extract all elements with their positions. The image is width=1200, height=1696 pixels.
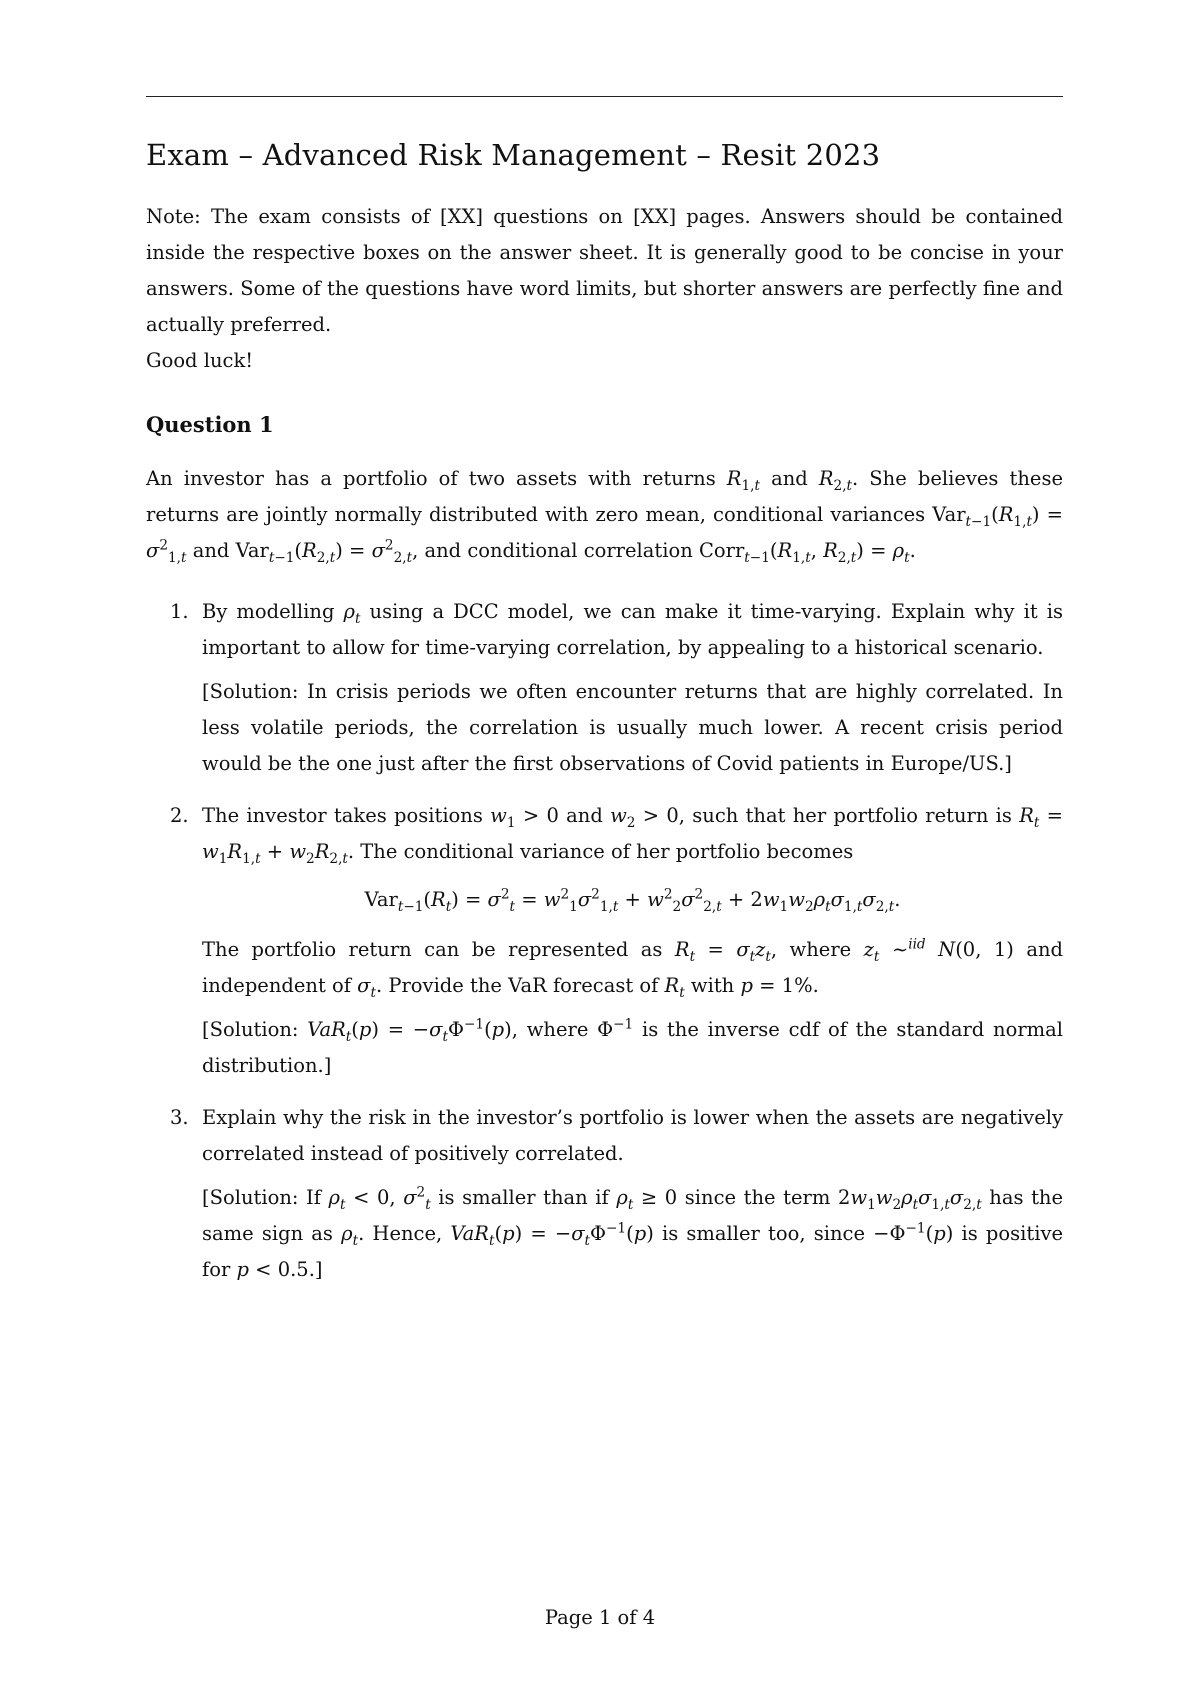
- sub-question-1: [146, 594, 1063, 782]
- sub-question-3: [146, 1100, 1063, 1288]
- sub-question-2: [146, 798, 1063, 1084]
- item-solution: [Solution: If $\rho_t < 0$, $\sigma^2_t$ is smaller than if $\rho_t \ge 0$ since the term $2w_1w_2\rho_t\sigma_{1,t}\sigma_{2,t}$ has the same sign as $\rho_t$. Hence, $VaR_t(p) = -\sigma_t\Phi^{-1}(p)$ is smaller too, since $-\Phi^{-1}(p)$ is positive for p < 0.5.]: [202, 1184, 1064, 1281]
- variance-equation: $Var_{t-1}(R_t) = \sigma^2_t = w^2_1\sigma^2_{1,t} + w^2_2\sigma^2_{2,t} + 2w_1w_2\rho_t\sigma_{1,t}\sigma_{2,t}$.: [364, 886, 901, 915]
- item-text: By modelling $\rho_t$ using a DCC model, we can make it time-varying. Explain why it is important to allow for time-varying correlation, by appealing to a historical scenario.: [202, 600, 1064, 659]
- top-rule: [146, 96, 1063, 97]
- item-text-continued: The portfolio return can be represented as $R_t = \sigma_tz_t$, where $z_t$ ∼$^{iid}$ N(0, 1) and independent of $\sigma_t$. Provide the VaR forecast of $R_t$ with p = 1%.: [202, 936, 1063, 1001]
- item-number: 1.: [170, 600, 189, 623]
- note-good-luck: Good luck!: [146, 349, 254, 372]
- sub-question-list: [146, 594, 1063, 1304]
- item-solution: [Solution: In crisis periods we often encounter returns that are highly correlated. In less volatile periods, the correlation is usually much lower. A recent crisis period would be the one just after the first observations of Covid patients in Europe/US.]: [202, 680, 1063, 775]
- item-number: 3.: [170, 1106, 189, 1129]
- item-text: The investor takes positions $w_1 > 0$ and $w_2 > 0$, such that her portfolio return is $R_t = w_1R_{1,t} + w_2R_{2,t}$. The conditional variance of her portfolio becomes: [202, 804, 1063, 867]
- exam-note: [146, 199, 1063, 379]
- item-solution: [Solution: $VaR_t(p) = -\sigma_t\Phi^{-1}(p)$, where $\Phi^{-1}$ is the inverse cdf of the standard normal distribution.]: [202, 1016, 1063, 1077]
- note-paragraph: Note: The exam consists of [XX] questions on [XX] pages. Answers should be contained inside the respective boxes on the answer sheet. It is generally good to be concise in your answers. Some of the questions have word limits, but shorter answers are perfectly fine and actually preferred.: [146, 205, 1063, 336]
- page-title: Exam – Advanced Risk Management – Resit 2023: [146, 138, 881, 172]
- question-intro: An investor has a portfolio of two assets with returns $R_{1,t}$ and $R_{2,t}$. She believes these returns are jointly normally distributed with zero mean, conditional variances $Var_{t-1}(R_{1,t}) = \sigma^2_{1,t}$ and $Var_{t-1}(R_{2,t}) = \sigma^2_{2,t}$, and conditional correlation $Corr_{t-1}(R_{1,t}$, $R_{2,t}) = \rho_t$.: [146, 467, 1063, 566]
- question-heading: Question 1: [146, 412, 274, 437]
- item-number: 2.: [170, 804, 189, 827]
- page-footer: Page 1 of 4: [544, 1606, 656, 1629]
- item-text: Explain why the risk in the investor’s portfolio is lower when the assets are negatively correlated instead of positively correlated.: [202, 1106, 1063, 1165]
